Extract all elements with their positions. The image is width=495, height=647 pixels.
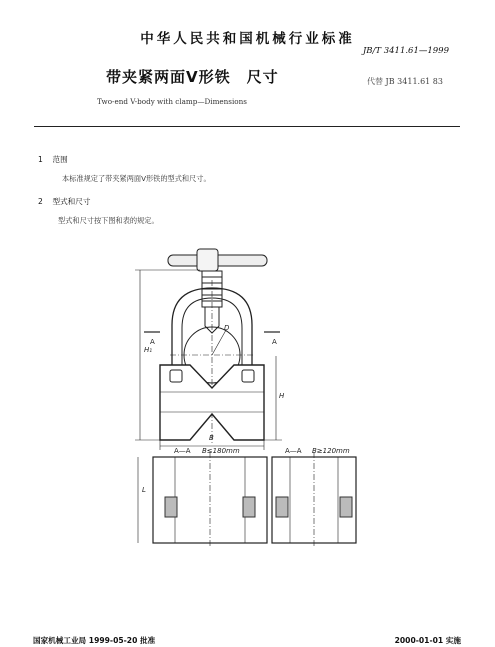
note-b-ge-120: B≥120mm [312, 447, 350, 455]
dim-h1: H₁ [144, 346, 153, 354]
standard-number: JB/T 3411.61—1999 [362, 46, 449, 56]
section-marker-right: A [272, 338, 277, 346]
approval-line: 国家机械工业局 1999-05-20 批准 [33, 636, 156, 645]
section-title: 型式和尺寸 [52, 197, 91, 206]
effective-date: 2000-01-01 实施 [394, 636, 461, 645]
section-marker-left: A [150, 338, 155, 346]
section-number: 1 [38, 155, 43, 164]
view-label-aa-1: A—A [174, 447, 191, 455]
english-title: Two-end V-body with clamp—Dimensions [97, 97, 247, 106]
section-number: 2 [38, 197, 43, 206]
dim-l: L [142, 486, 146, 494]
document-title: 带夹紧两面V形铁 尺寸 [106, 68, 279, 86]
section-title: 范围 [52, 155, 68, 164]
replaces-note: 代替 JB 3411.61 83 [367, 77, 443, 86]
note-b-le-180: B≤180mm [202, 447, 240, 455]
dim-h: H [279, 392, 285, 400]
dim-d: D [224, 324, 230, 332]
section-2-text: 型式和尺寸按下图和表的规定。 [58, 216, 159, 225]
view-label-aa-2: A—A [285, 447, 302, 455]
dim-b: B [209, 434, 214, 442]
section-1-text: 本标准规定了带夹紧两面V形铁的型式和尺寸。 [62, 174, 211, 183]
handle-boss [197, 249, 218, 271]
standard-organization-heading: 中华人民共和国机械行业标准 [140, 31, 355, 47]
